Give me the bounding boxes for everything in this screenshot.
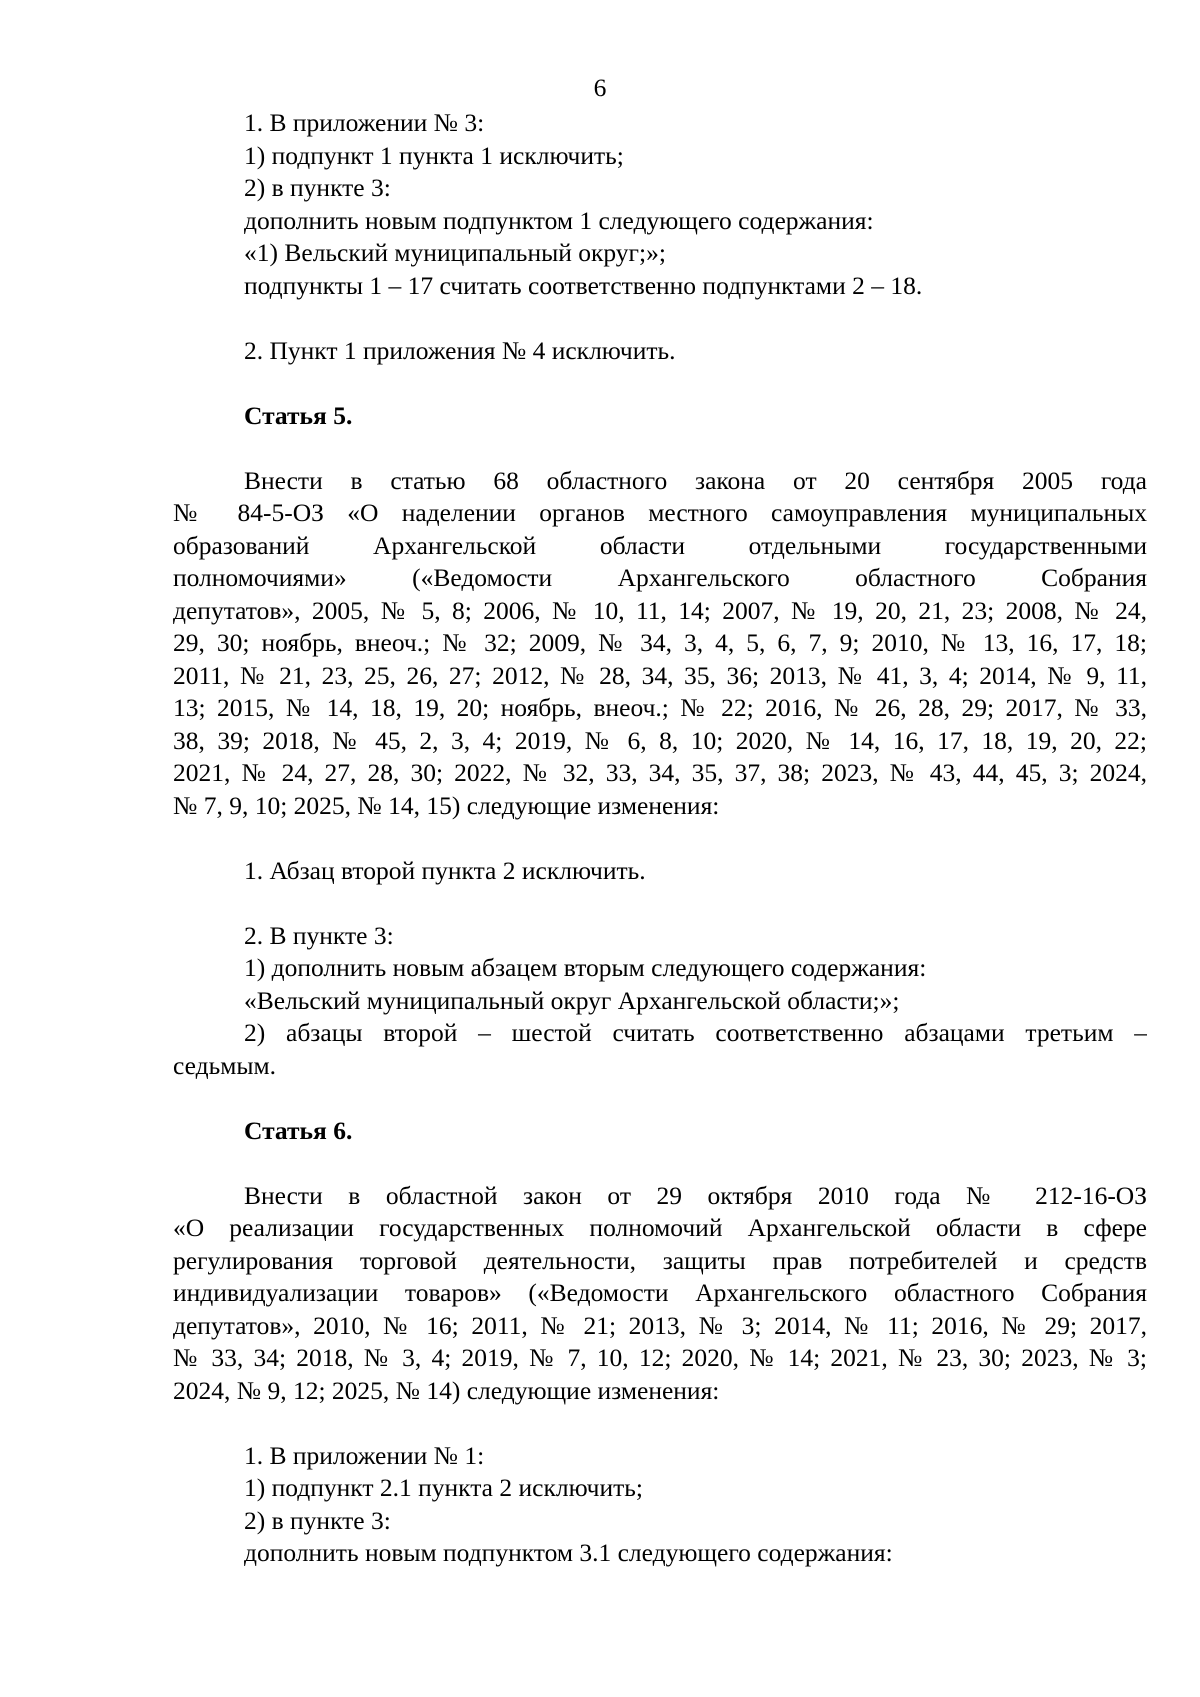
text-line: депутатов», 2010, № 16; 2011, № 21; 2013, № 3; 2014, № 11; 2016, № 29; 2017, [173, 1310, 1147, 1340]
text-line: 2011, № 21, 23, 25, 26, 27; 2012, № 28, 34, 35, 36; 2013, № 41, 3, 4; 2014, № 9, 11, [173, 660, 1147, 690]
text-line: седьмым. [173, 1050, 276, 1080]
text-line: 1) подпункт 1 пункта 1 исключить; [244, 140, 624, 170]
article-heading: Статья 5. [244, 400, 353, 430]
text-line: 1. В приложении № 3: [244, 108, 485, 137]
text-line: 2024, № 9, 12; 2025, № 14) следующие изменения: [173, 1375, 720, 1405]
text-line: 2. В пункте 3: [244, 920, 394, 950]
text-line: Внести в статью 68 областного закона от 20 сентября 2005 года [244, 465, 1147, 495]
text-line: № 33, 34; 2018, № 3, 4; 2019, № 7, 10, 12; 2020, № 14; 2021, № 23, 30; 2023, № 3; [173, 1343, 1147, 1372]
text-line: дополнить новым подпунктом 1 следующего содержания: [244, 205, 874, 235]
text-line: № 7, 9, 10; 2025, № 14, 15) следующие изменения: [173, 790, 720, 820]
text-line: 13; 2015, № 14, 18, 19, 20; ноябрь, внеоч.; № 22; 2016, № 26, 28, 29; 2017, № 33, [173, 693, 1147, 722]
text-line: депутатов», 2005, № 5, 8; 2006, № 10, 11, 14; 2007, № 19, 20, 21, 23; 2008, № 24, [173, 595, 1147, 625]
text-line: 2. Пункт 1 приложения № 4 исключить. [244, 335, 676, 365]
text-line: Внести в областной закон от 29 октября 2010 года № 212-16-ОЗ [244, 1180, 1147, 1210]
text-line: «1) Вельский муниципальный округ;»; [244, 238, 666, 267]
text-line: 2) абзацы второй – шестой считать соответственно абзацами третьим – [244, 1018, 1147, 1047]
text-line: образований Архангельской области отдельными государственными [173, 530, 1147, 560]
text-line: индивидуализации товаров» («Ведомости Архангельского областного Собрания [173, 1278, 1147, 1307]
text-line: 38, 39; 2018, № 45, 2, 3, 4; 2019, № 6, 8, 10; 2020, № 14, 16, 17, 18, 19, 20, 22; [173, 725, 1147, 755]
article-heading: Статья 6. [244, 1115, 353, 1145]
text-line: 29, 30; ноябрь, внеоч.; № 32; 2009, № 34, 3, 4, 5, 6, 7, 9; 2010, № 13, 16, 17, 18; [173, 628, 1147, 657]
text-line: 1. В приложении № 1: [244, 1440, 485, 1470]
text-line: 1) дополнить новым абзацем вторым следующего содержания: [244, 953, 927, 982]
text-line: 1. Абзац второй пункта 2 исключить. [244, 855, 646, 885]
text-line: полномочиями» («Ведомости Архангельского областного Собрания [173, 563, 1147, 592]
text-line: дополнить новым подпунктом 3.1 следующего содержания: [244, 1538, 893, 1567]
text-line: подпункты 1 – 17 считать соответственно подпунктами 2 – 18. [244, 270, 923, 300]
text-line: 2) в пункте 3: [244, 1505, 391, 1535]
text-line: регулирования торговой деятельности, защиты прав потребителей и средств [173, 1245, 1147, 1275]
text-line: 2) в пункте 3: [244, 173, 391, 202]
text-line: 1) подпункт 2.1 пункта 2 исключить; [244, 1473, 643, 1502]
page-number: 6 [593, 73, 607, 102]
text-line: № 84-5-ОЗ «О наделении органов местного самоуправления муниципальных [173, 498, 1147, 527]
text-line: 2021, № 24, 27, 28, 30; 2022, № 32, 33, 34, 35, 37, 38; 2023, № 43, 44, 45, 3; 2024, [173, 758, 1147, 787]
text-line: «О реализации государственных полномочий Архангельской области в сфере [173, 1213, 1147, 1242]
text-line: «Вельский муниципальный округ Архангельской области;»; [244, 985, 900, 1015]
